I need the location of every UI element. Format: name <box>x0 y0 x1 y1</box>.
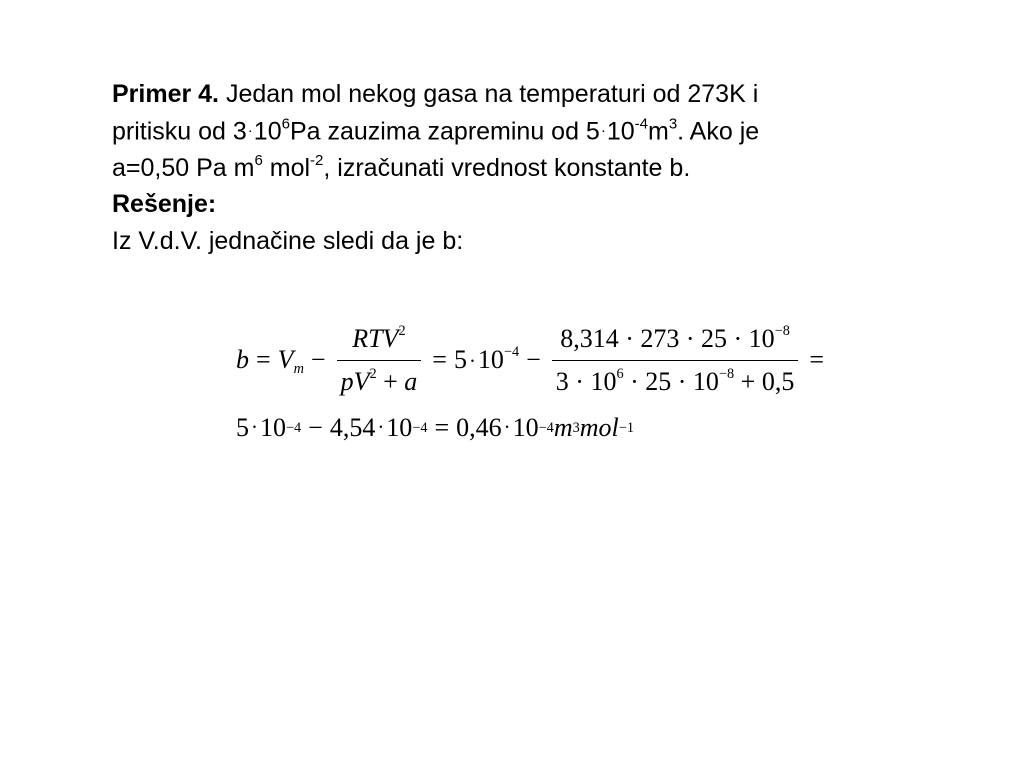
cdot: · <box>468 350 476 373</box>
eq-row2-b-pow: 10 <box>386 413 413 442</box>
eq-vm <box>278 345 304 375</box>
eq-val1-pow: 10 <box>477 345 504 374</box>
eq-frac2-num: 8,314 · 273 · 25 · 10 <box>560 323 775 353</box>
problem-l2-e: m <box>648 117 669 145</box>
eq-equals-2: = <box>432 345 447 374</box>
equation-row-1 <box>236 318 831 402</box>
problem-l3-sup1: 6 <box>254 151 263 169</box>
eq-frac1-den-sup: 2 <box>369 365 377 382</box>
eq-vm-sub: m <box>293 361 304 377</box>
problem-line-3 <box>112 150 952 187</box>
eq-frac2-den-exp1: 6 <box>616 365 624 382</box>
eq-frac2-den-exp2: −8 <box>718 365 735 382</box>
cdot: · <box>503 416 511 439</box>
problem-line-2 <box>112 113 952 150</box>
fraction-symbolic-numerator <box>348 322 409 360</box>
eq-val1-exp: −4 <box>503 343 520 360</box>
eq-row2-a-pow: 10 <box>259 413 286 442</box>
eq-frac2-num-exp: −8 <box>774 322 790 339</box>
eq-val1 <box>454 345 519 375</box>
eq-lhs-b: b <box>236 345 249 374</box>
eq-row2-equals: = <box>434 413 450 442</box>
eq-row2-minus: − <box>308 413 323 442</box>
eq-frac2-den-a: 3 · 10 <box>555 366 617 396</box>
eq-equals-1: = <box>256 345 271 374</box>
problem-l2-c: Pa zauzima zapreminu od 5 <box>289 117 600 145</box>
problem-line-1 <box>112 76 952 113</box>
problem-l3-sup2: -2 <box>310 151 324 169</box>
eq-row2-b-coef: 4,54 <box>329 413 376 442</box>
problem-l3-a: a=0,50 Pa m <box>112 153 255 182</box>
fraction-numeric-denominator <box>552 360 799 399</box>
eq-frac1-num-sup: 2 <box>398 322 406 339</box>
solution-line <box>112 186 952 223</box>
problem-heading: Primer 4. <box>112 80 220 108</box>
equation-row-2: 5 · 10 −4 − 4,54 · 10 −4 = 0,46 · 10 −4 m 3 mol −1 <box>236 413 634 442</box>
solution-heading: Rešenje: <box>112 190 217 218</box>
cdot: · <box>600 121 606 139</box>
eq-equals-3: = <box>809 345 824 374</box>
problem-text <box>112 76 952 259</box>
problem-l2-b: 10 <box>253 117 282 145</box>
eq-frac1-den-a: pV <box>340 366 370 396</box>
eq-vm-v: V <box>277 345 294 374</box>
eq-row2-unit-m: m <box>553 413 573 442</box>
problem-l3-b: mol <box>262 153 311 182</box>
eq-frac2-den-b: · 25 · 10 <box>623 366 719 396</box>
fraction-numeric-numerator <box>556 322 794 360</box>
problem-l2-f: . Ako je <box>677 117 760 145</box>
cdot: · <box>251 416 258 439</box>
cdot: · <box>377 416 385 439</box>
fraction-numeric <box>552 322 799 399</box>
eq-val1-coef: 5 <box>453 345 467 374</box>
fraction-symbolic <box>337 322 422 399</box>
problem-l2-d: 10 <box>606 117 635 145</box>
eq-minus-1: − <box>310 345 326 374</box>
eq-row2-unit-mol: mol <box>579 413 619 442</box>
problem-l1-text: Jedan mol nekog gasa na temperaturi od 273K i <box>219 80 759 108</box>
eq-frac2-den-c: + 0,5 <box>734 366 795 396</box>
eq-row2-a-coef: 5 <box>236 413 249 442</box>
problem-l3-c: , izračunati vrednost konstante b. <box>323 153 691 182</box>
solution-intro: Iz V.d.V. jednačine sledi da je b: <box>112 226 464 255</box>
eq-row2-c-pow: 10 <box>512 413 539 442</box>
problem-l2-sup2: -4 <box>634 115 648 133</box>
problem-l2-a: pritisku od 3 <box>112 117 247 145</box>
eq-frac1-den-b: + <box>376 366 405 396</box>
eq-frac1-num: RTV <box>352 323 399 353</box>
eq-row2-c-coef: 0,46 <box>456 413 502 442</box>
fraction-symbolic-denominator <box>337 360 422 399</box>
cdot: · <box>247 121 253 139</box>
eq-minus-2: − <box>526 345 541 374</box>
eq-frac1-den-c: a <box>404 366 418 396</box>
problem-l2-sup1: 6 <box>281 115 290 133</box>
problem-l2-sup3: 3 <box>668 115 678 133</box>
